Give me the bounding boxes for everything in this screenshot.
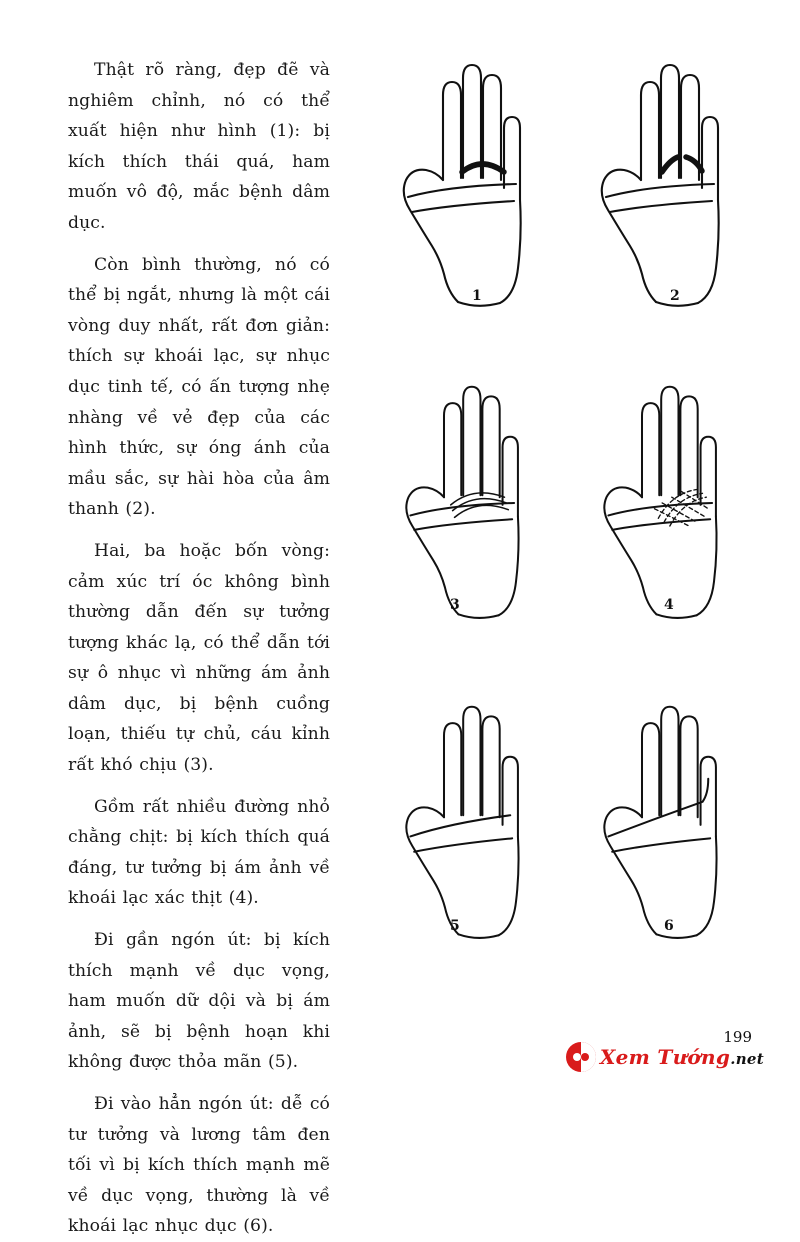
watermark-name [600,1045,764,1069]
figure-label: 5 [450,918,460,934]
figure-6 [586,702,746,952]
figure-1 [388,60,548,322]
watermark-text: Xem Tướng [599,1045,731,1069]
figure-3 [388,382,548,632]
paragraph: Gồm rất nhiều đường nhỏ chằng chịt: bị kích thích quá đáng, tư tưởng bị ám ảnh về khoái lạc xác thịt (4). [68,796,330,909]
palm-outline-icon [388,382,548,622]
paragraph: Còn bình thường, nó có thể bị ngắt, nhưng là một cái vòng duy nhất, rất đơn giản: thích sự khoái lạc, sự nhục dục tinh tế, có ấn tượng nhẹ nhàng về vẻ đẹp của các hình thức, sự óng ánh của mầu sắc, sự hài hòa của âm thanh (2). [68,254,330,520]
palm-outline-icon [388,702,548,942]
figure-row-1 [370,60,750,322]
page-number: 199 [723,1028,752,1046]
body-text-column [68,55,330,1242]
figure-label: 3 [450,597,460,613]
palm-outline-icon [586,382,746,622]
figure-label: 6 [664,918,674,934]
figure-label: 1 [472,288,482,304]
figure-row-3 [370,702,750,952]
figure-2 [586,60,746,322]
paragraph: Đi gần ngón út: bị kích thích mạnh về dục vọng, ham muốn dữ dội và bị ám ảnh, sẽ bị bệnh hoạn khi không được thỏa mãn (5). [68,930,330,1073]
figure-4 [586,382,746,632]
palm-outline-icon [388,60,548,310]
watermark-logo [566,1042,764,1072]
figure-column [370,60,750,952]
figure-label: 4 [664,597,674,613]
palm-outline-icon [586,60,746,310]
figure-5 [388,702,548,952]
figure-label: 2 [670,288,680,304]
watermark-suffix: .net [730,1050,764,1068]
paragraph: Đi vào hẳn ngón út: dễ có tư tưởng và lương tâm đen tối vì bị kích thích mạnh mẽ về dục vọng, thường là về khoái lạc nhục dục (6). [68,1094,330,1237]
yin-yang-icon [566,1042,596,1072]
palm-outline-icon [586,702,746,942]
figure-row-2 [370,382,750,632]
paragraph: Thật rõ ràng, đẹp đẽ và nghiêm chỉnh, nó có thể xuất hiện như hình (1): bị kích thích thái quá, ham muốn vô độ, mắc bệnh dâm dục. [68,60,330,233]
paragraph: Hai, ba hoặc bốn vòng: cảm xúc trí óc không bình thường dẫn đến sự tưởng tượng khác lạ, có thể dẫn tới sự ô nhục vì những ám ảnh dâm dục, bị bệnh cuồng loạn, thiếu tự chủ, cáu kỉnh rất khó chịu (3). [68,540,330,776]
